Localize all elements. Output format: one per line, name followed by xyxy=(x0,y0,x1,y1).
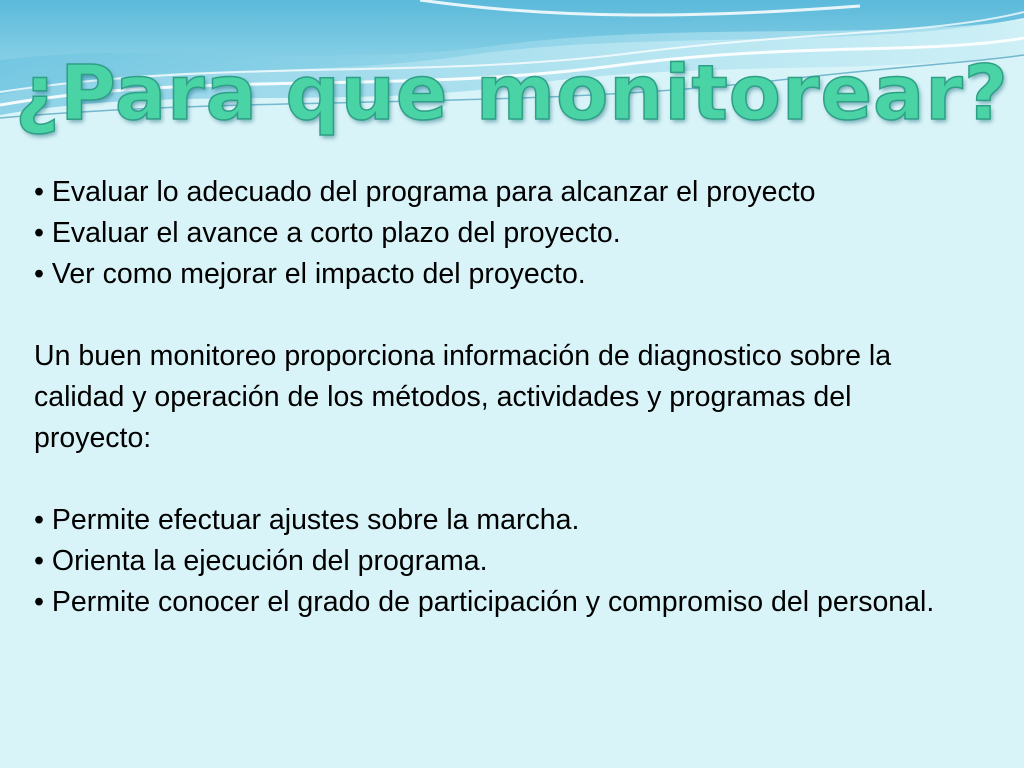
body-paragraph: Un buen monitoreo proporciona información de diagnostico sobre la calidad y operación de los métodos, actividades y programas del proyecto: xyxy=(34,340,892,454)
spacer xyxy=(34,295,974,336)
bullet-item: • Ver como mejorar el impacto del proyecto. xyxy=(34,258,586,290)
slide-body xyxy=(34,172,974,623)
bullet-item: • Permite efectuar ajustes sobre la marcha. xyxy=(34,504,580,536)
bullet-item: • Evaluar lo adecuado del programa para alcanzar el proyecto xyxy=(34,176,816,208)
bullet-item: • Evaluar el avance a corto plazo del proyecto. xyxy=(34,217,621,249)
bullet-item: • Permite conocer el grado de participación y compromiso del personal. xyxy=(34,586,935,618)
spacer xyxy=(34,459,974,500)
bullet-item: • Orienta la ejecución del programa. xyxy=(34,545,488,577)
slide-title: ¿Para que monitorear? xyxy=(15,48,1009,137)
